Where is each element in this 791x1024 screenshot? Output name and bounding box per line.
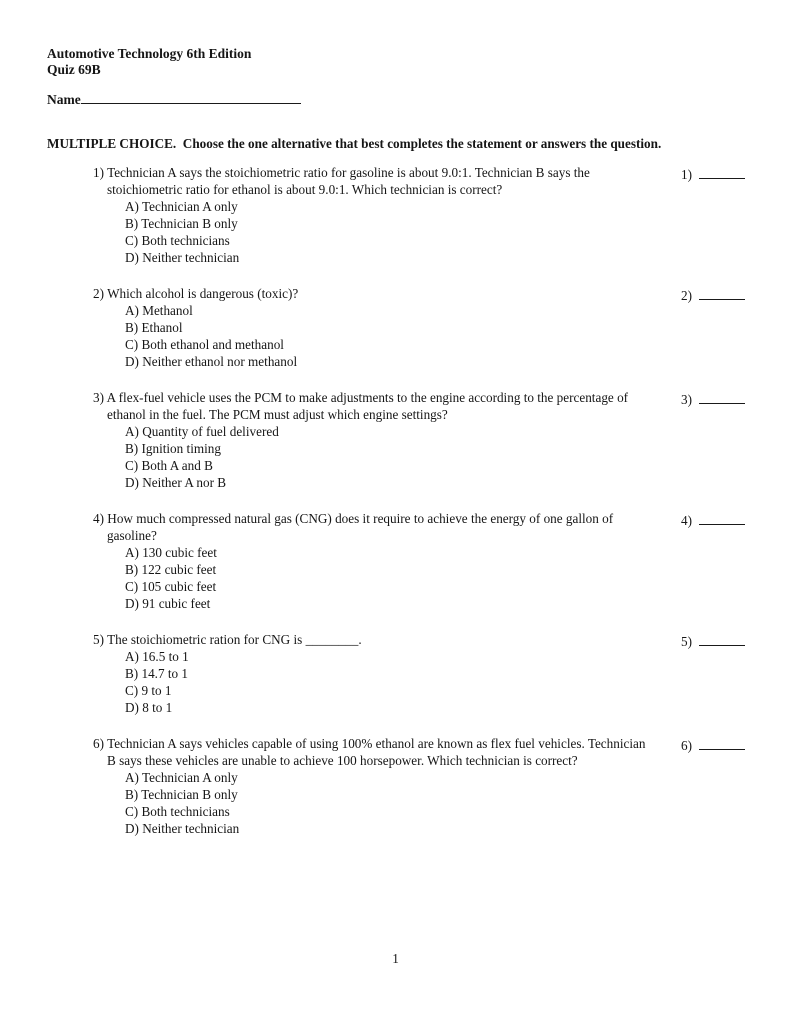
- question-number: 5): [93, 632, 104, 647]
- question-text: Technician A says the stoichiometric ratio for gasoline is about 9.0:1. Technician B says the stoichiometric ratio for ethanol is about 9.0:1. Which technician is correct?: [107, 165, 590, 197]
- question-number: 2): [93, 286, 104, 301]
- question-options: [125, 648, 650, 716]
- answer-line: [699, 510, 745, 525]
- question-text: How much compressed natural gas (CNG) does it require to achieve the energy of one gallon of gasoline?: [107, 511, 614, 543]
- answer-number: 4): [681, 513, 692, 528]
- option: D) Neither technician: [125, 821, 240, 836]
- name-label: Name: [47, 92, 81, 107]
- question-row: [93, 164, 745, 266]
- option: C) 9 to 1: [125, 683, 172, 698]
- question-body: [93, 631, 660, 716]
- question-row: [93, 285, 745, 370]
- option: D) 91 cubic feet: [125, 596, 211, 611]
- question-options: [125, 769, 650, 837]
- question-body: [93, 285, 660, 370]
- option: B) Ethanol: [125, 320, 183, 335]
- answer-line: [699, 735, 745, 750]
- question-text: Which alcohol is dangerous (toxic)?: [107, 286, 299, 301]
- answer-blank: [660, 389, 745, 408]
- page-number: 1: [392, 951, 399, 966]
- answer-number: 5): [681, 634, 692, 649]
- answer-blank: [660, 631, 745, 650]
- question-body: [93, 735, 660, 837]
- option: C) Both ethanol and methanol: [125, 337, 284, 352]
- answer-line: [699, 389, 745, 404]
- question-options: [125, 302, 650, 370]
- answer-line: [699, 164, 745, 179]
- option: D) Neither A nor B: [125, 475, 227, 490]
- answer-number: 3): [681, 392, 692, 407]
- option: A) Technician A only: [125, 770, 238, 785]
- document-header: [47, 46, 745, 78]
- answer-number: 1): [681, 167, 692, 182]
- answer-line: [699, 285, 745, 300]
- question-number: 1): [93, 165, 104, 180]
- question-row: [93, 735, 745, 837]
- name-row: [47, 90, 745, 108]
- option: C) Both A and B: [125, 458, 213, 473]
- question-number: 3): [93, 390, 104, 405]
- option: D) Neither ethanol nor methanol: [125, 354, 298, 369]
- answer-blank: [660, 164, 745, 183]
- question-text: The stoichiometric ration for CNG is ________.: [107, 632, 362, 647]
- question-number: 4): [93, 511, 104, 526]
- option: B) 122 cubic feet: [125, 562, 217, 577]
- option: A) Quantity of fuel delivered: [125, 424, 279, 439]
- name-blank-line: [81, 90, 301, 104]
- questions-list: [93, 164, 745, 837]
- option: A) 130 cubic feet: [125, 545, 217, 560]
- answer-blank: [660, 735, 745, 754]
- option: B) 14.7 to 1: [125, 666, 189, 681]
- option: A) Technician A only: [125, 199, 238, 214]
- question-options: [125, 198, 650, 266]
- option: D) Neither technician: [125, 250, 240, 265]
- option: C) Both technicians: [125, 233, 230, 248]
- question-options: [125, 544, 650, 612]
- answer-number: 2): [681, 288, 692, 303]
- option: B) Ignition timing: [125, 441, 221, 456]
- option: B) Technician B only: [125, 787, 238, 802]
- option: A) 16.5 to 1: [125, 649, 189, 664]
- question-body: [93, 164, 660, 266]
- option: C) Both technicians: [125, 804, 230, 819]
- question-row: [93, 389, 745, 491]
- option: A) Methanol: [125, 303, 193, 318]
- question-number: 6): [93, 736, 104, 751]
- option: B) Technician B only: [125, 216, 238, 231]
- quiz-label: Quiz 69B: [47, 62, 101, 77]
- page-footer: [0, 950, 791, 967]
- question-row: [93, 631, 745, 716]
- answer-line: [699, 631, 745, 646]
- answer-number: 6): [681, 738, 692, 753]
- question-options: [125, 423, 650, 491]
- question-body: [93, 389, 660, 491]
- question-body: [93, 510, 660, 612]
- question-row: [93, 510, 745, 612]
- answer-blank: [660, 510, 745, 529]
- answer-blank: [660, 285, 745, 304]
- question-text: Technician A says vehicles capable of using 100% ethanol are known as flex fuel vehicles. Technician B says these vehicles are unable to achieve 100 horsepower. Which technician is correct?: [107, 736, 646, 768]
- instruction-heading: MULTIPLE CHOICE. Choose the one alternative that best completes the statement or answers the question.: [47, 136, 662, 151]
- document-title: Automotive Technology 6th Edition: [47, 46, 252, 61]
- option: C) 105 cubic feet: [125, 579, 217, 594]
- option: D) 8 to 1: [125, 700, 173, 715]
- question-text: A flex-fuel vehicle uses the PCM to make adjustments to the engine according to the percentage of ethanol in the fuel. The PCM must adjust which engine settings?: [106, 390, 629, 422]
